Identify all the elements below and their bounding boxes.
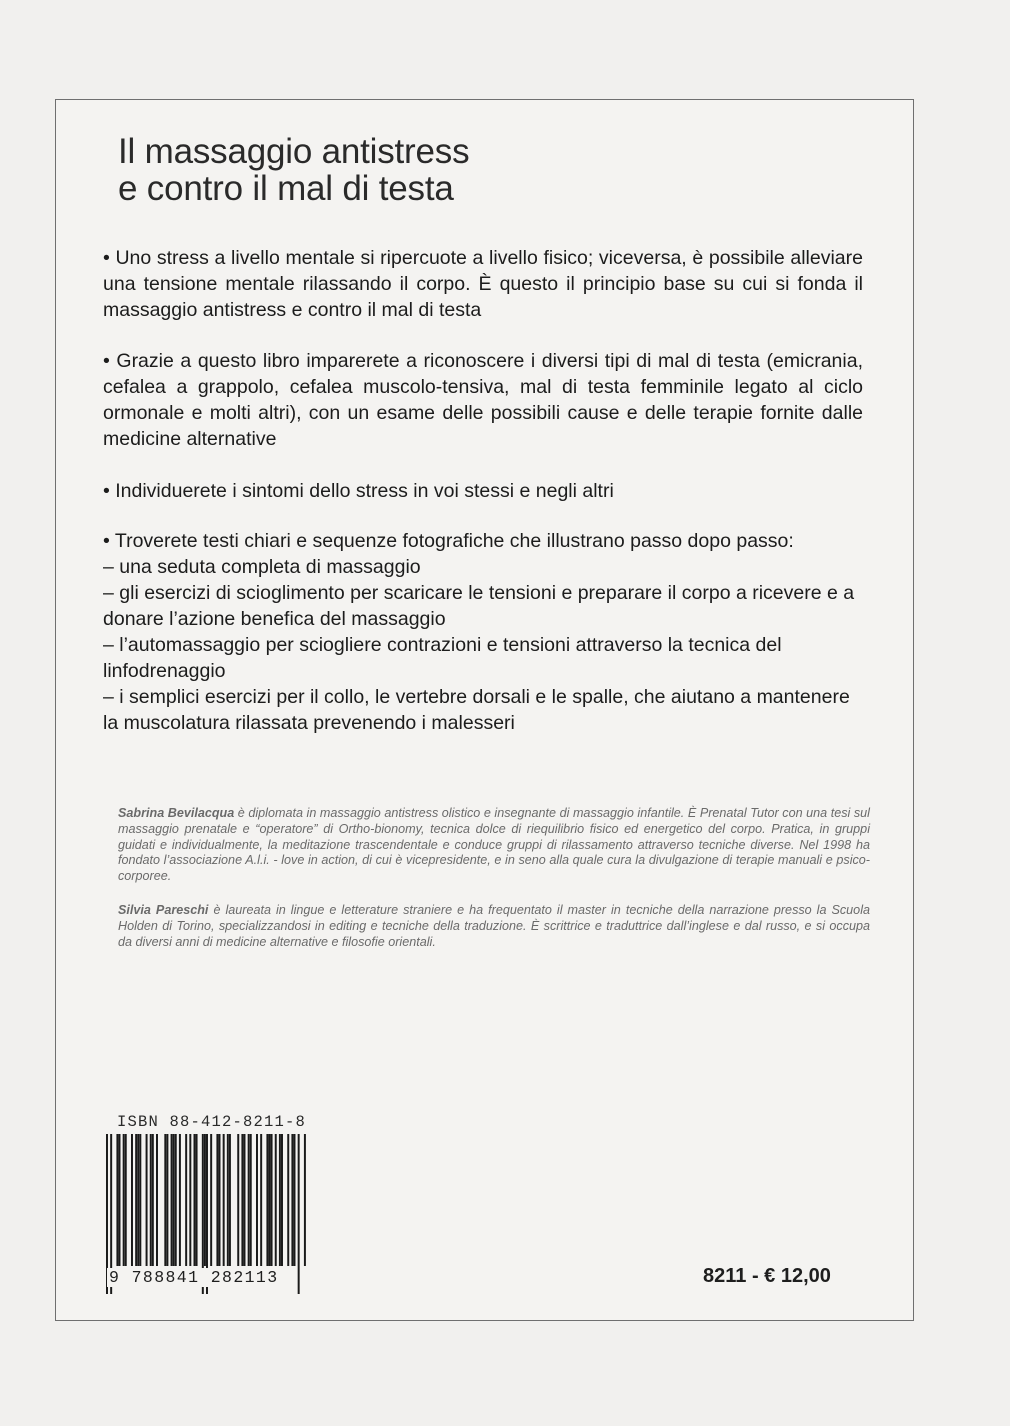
author-bio-text: è diplomata in massaggio antistress olistico e insegnante di massaggio infantile. È Prenatal Tutor con una tesi sul massaggio prenatale e “operatore” di Ortho-bionomy, tecnica dolce di riequilibrio fisico ed energetico del corpo. Pratica, in gruppi guidati e individualmente, la meditazione trascendentale e conduce gruppi di rilassamento attraverso tecniche diverse. Nel 1998 ha fondato l’associazione A.l.i. - love in action, di cui è vicepresidente, e in seno alla quale cura la divulgazione di terapie manuali e psico-corporee.: [118, 806, 870, 884]
author-bio-pareschi: [118, 903, 870, 950]
bullet-paragraph-sequences: [103, 528, 863, 736]
isbn-label: ISBN 88-412-8211-8: [117, 1113, 307, 1131]
book-title: [118, 133, 818, 207]
sequence-item: – gli esercizi di scioglimento per scaricare le tensioni e preparare il corpo a ricevere e a donare l’azione benefica del massaggio: [103, 582, 855, 630]
sequence-item: – i semplici esercizi per il collo, le vertebre dorsali e le spalle, che aiutano a mantenere la muscolatura rilassata prevenendo i malesseri: [103, 686, 850, 734]
author-bio-bevilacqua: [118, 806, 870, 885]
author-name: Sabrina Bevilacqua: [118, 806, 235, 820]
sequence-item: – l’automassaggio per sciogliere contrazioni e tensioni attraverso la tecnica del linfodrenaggio: [103, 634, 782, 682]
title-line-1: Il massaggio antistress: [118, 132, 470, 171]
author-bio-text: è laureata in lingue e letterature straniere e ha frequentato il master in tecniche della narrazione presso la Scuola Holden di Torino, specializzandosi in editing e tecniche della traduzione. È scrittrice e traduttrice dall’inglese e dal russo, e si occupa da diversi anni di medicine alternative e filosofie orientali.: [118, 903, 870, 949]
title-line-2: e contro il mal di testa: [118, 169, 454, 208]
bullet-paragraph-symptoms: • Individuerete i sintomi dello stress in voi stessi e negli altri: [103, 480, 614, 502]
bullet-paragraph-stress: • Uno stress a livello mentale si ripercuote a livello fisico; viceversa, è possibile alleviare una tensione mentale rilassando il corpo. È questo il principio base su cui si fonda il massaggio antistress e contro il mal di testa: [103, 247, 863, 321]
sequences-intro: • Troverete testi chiari e sequenze fotografiche che illustrano passo dopo passo:: [103, 530, 794, 552]
sequence-item: – una seduta completa di massaggio: [103, 556, 421, 578]
price-label: 8211 - € 12,00: [703, 1265, 831, 1287]
ean-digits: 9 788841 282113: [109, 1268, 279, 1287]
bullet-paragraph-headache-types: • Grazie a questo libro imparerete a riconoscere i diversi tipi di mal di testa (emicrania, cefalea a grappolo, cefalea muscolo-tensiva, mal di testa femminile legato al ciclo ormonale e molti altri), con un esame delle possibili cause e delle terapie fornite dalle medicine alternative: [103, 350, 863, 450]
author-name: Silvia Pareschi: [118, 903, 209, 917]
